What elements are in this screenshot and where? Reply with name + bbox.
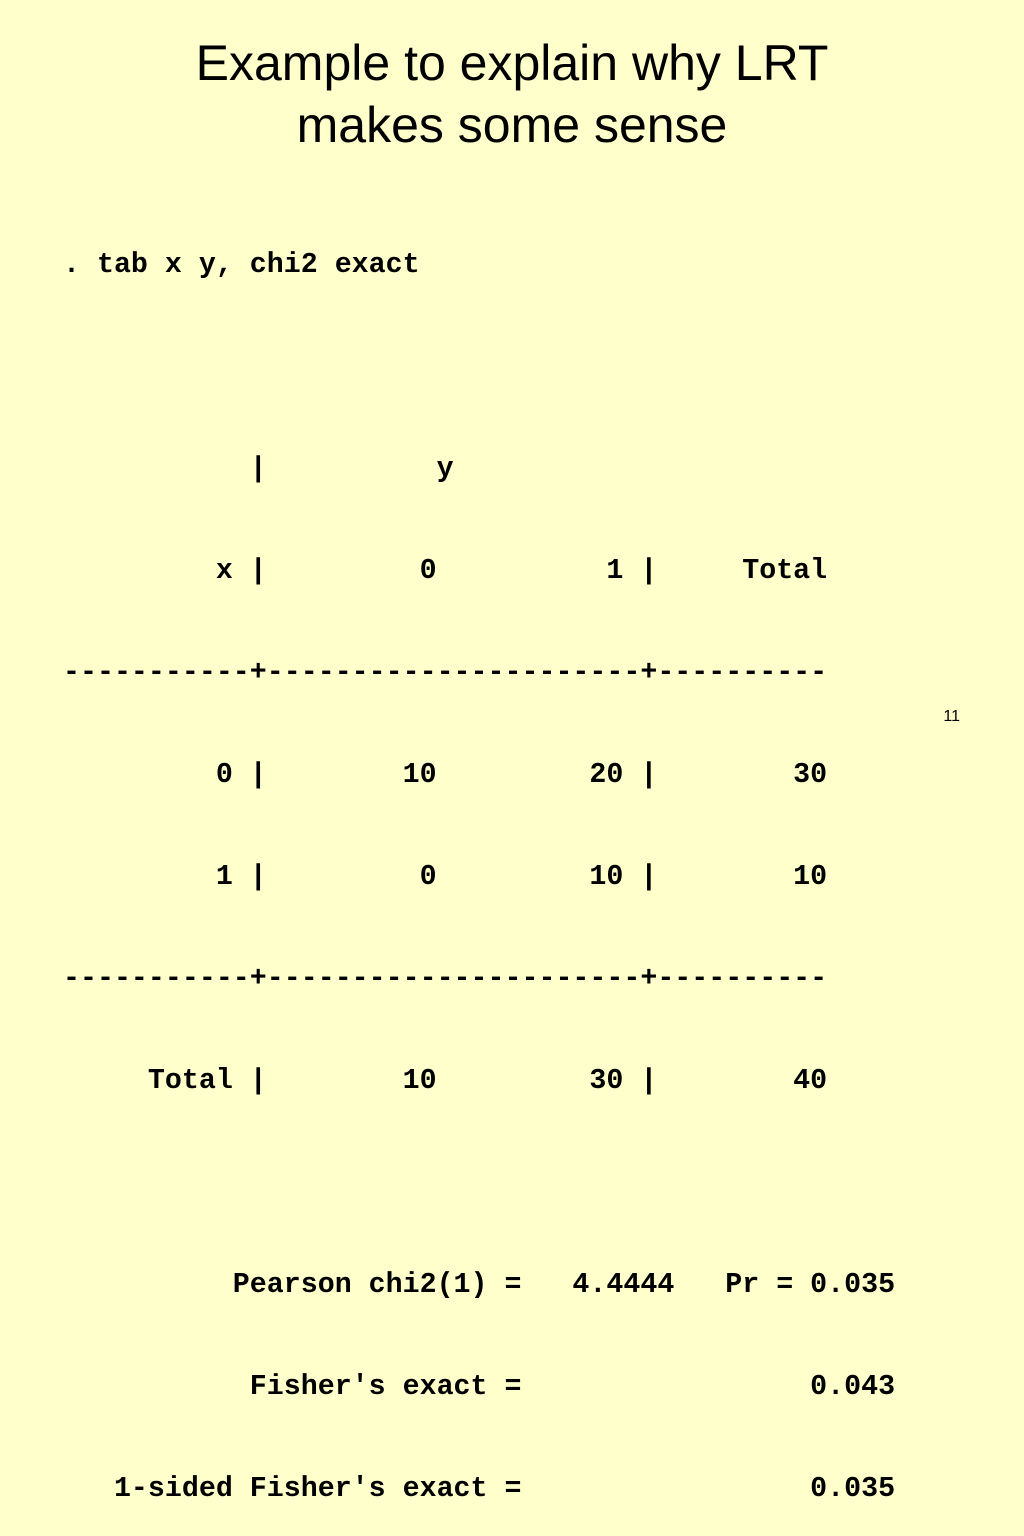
table-separator-bottom: -----------+----------------------+---------- [63, 963, 828, 995]
slide-title [0, 32, 1024, 156]
table-row-total: Total | 10 30 | 40 [63, 1065, 828, 1097]
output-blank-line [63, 350, 895, 384]
stata-output [63, 180, 895, 1536]
stata-command: . tab x y, chi2 exact [63, 249, 420, 281]
table-header-column-variable: | y [63, 453, 454, 485]
table-separator-top: -----------+----------------------+---------- [63, 657, 828, 689]
slide-title-line-1: Example to explain why LRT [195, 35, 829, 91]
slide-title-line-2: makes some sense [296, 97, 728, 153]
pearson-chi2-result: Pearson chi2(1) = 4.4444 Pr = 0.035 [63, 1269, 896, 1301]
output-blank-line [63, 1166, 895, 1200]
table-row-x-0: 0 | 10 20 | 30 [63, 759, 828, 791]
slide-number: 11 [943, 708, 960, 725]
fisher-exact-result: Fisher's exact = 0.043 [63, 1371, 896, 1403]
table-header-values: x | 0 1 | Total [63, 555, 828, 587]
one-sided-fisher-exact-result: 1-sided Fisher's exact = 0.035 [63, 1473, 896, 1505]
table-row-x-1: 1 | 0 10 | 10 [63, 861, 828, 893]
